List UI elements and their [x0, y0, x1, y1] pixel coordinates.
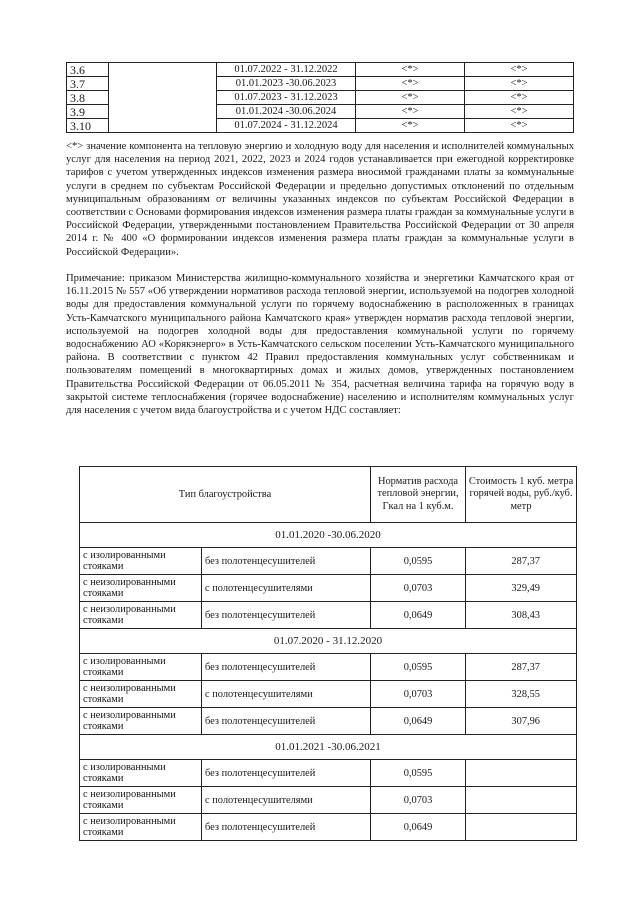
row-number: 3.6	[67, 63, 109, 77]
value-cell: <*>	[465, 77, 574, 91]
merged-empty-cell	[109, 63, 217, 133]
towel-dryer-cell: без полотенцесушителей	[202, 654, 371, 681]
cost-cell: 287,37	[466, 654, 577, 681]
value-cell: <*>	[465, 119, 574, 133]
riser-type-cell: с неизолированными стояками	[80, 575, 202, 602]
row-number: 3.9	[67, 105, 109, 119]
norm-cell: 0,0595	[371, 760, 466, 787]
norm-cell: 0,0595	[371, 654, 466, 681]
value-cell: <*>	[465, 91, 574, 105]
row-number: 3.10	[67, 119, 109, 133]
header-norm: Норматив расхода тепловой энергии, Гкал на 1 куб.м.	[371, 467, 466, 523]
period-cell: 01.07.2022 - 31.12.2022	[217, 63, 356, 77]
period-row	[80, 523, 577, 548]
note-paragraph: Примечание: приказом Министерства жилищно-коммунального хозяйства и энергетики Камчатского края от 16.11.2015 № 557 «Об утверждении нормативов расхода тепловой энергии, используемой на подогрев холодной воды для предоставления коммунальной услуги по горячему водоснабжению в расположенных в границах Усть-Камчатского муниципального района Камчатского края» утвержден норматив расхода тепловой энергии, используемой на подогрев холодной воды для предоставления коммунальной услуги по горячему водоснабжению АО «Корякэнерго» в Усть-Камчатского сельском поселении Усть-Камчатского муниципального района. В соответствии с пунктом 42 Правил предоставления коммунальных услуг собственникам и пользователям помещений в многоквартирных домах и жилых домов, утвержденных постановлением Правительства Российской Федерации от 06.05.2011 № 354, расчетная величина тарифа на горячую воду в закрытой системе теплоснабжения (горячее водоснабжение) населению и исполнителям коммунальных услуг для населения с учетом вида благоустройства и с учетом НДС составляет:	[66, 273, 574, 417]
towel-dryer-cell: с полотенцесушителями	[202, 575, 371, 602]
riser-type-cell: с неизолированными стояками	[80, 708, 202, 735]
towel-dryer-cell: с полотенцесушителями	[202, 787, 371, 814]
table-row	[80, 575, 577, 602]
towel-dryer-cell: без полотенцесушителей	[202, 548, 371, 575]
cost-cell: 287,37	[466, 548, 577, 575]
towel-dryer-cell: с полотенцесушителями	[202, 681, 371, 708]
cost-cell	[466, 760, 577, 787]
table-row	[80, 814, 577, 841]
value-cell: <*>	[356, 105, 465, 119]
period-cell: 01.01.2023 -30.06.2023	[217, 77, 356, 91]
table-row	[80, 602, 577, 629]
row-number: 3.8	[67, 91, 109, 105]
cost-cell: 328,55	[466, 681, 577, 708]
tariff-period-table	[66, 62, 574, 133]
value-cell: <*>	[356, 63, 465, 77]
norm-cell: 0,0703	[371, 681, 466, 708]
towel-dryer-cell: без полотенцесушителей	[202, 814, 371, 841]
table-row	[80, 787, 577, 814]
norm-cell: 0,0649	[371, 814, 466, 841]
riser-type-cell: с неизолированными стояками	[80, 602, 202, 629]
cost-cell	[466, 814, 577, 841]
value-cell: <*>	[356, 91, 465, 105]
value-cell: <*>	[465, 105, 574, 119]
towel-dryer-cell: без полотенцесушителей	[202, 760, 371, 787]
norm-cell: 0,0703	[371, 575, 466, 602]
header-cost: Стоимость 1 куб. метра горячей воды, руб./куб. метр	[466, 467, 577, 523]
period-cell: 01.01.2024 -30.06.2024	[217, 105, 356, 119]
footnote-paragraph: <*> значение компонента на тепловую энергию и холодную воду для населения и исполнителей коммунальных услуг для населения на период 2021, 2022, 2023 и 2024 годов устанавливается при ежегодной корректировке тарифов с учетом утвержденных индексов изменения размера вносимой гражданами платы за коммунальные услуги в среднем по субъектам Российской Федерации и предельно допустимых отклонений по отдельным муниципальным образованиям от величины указанных индексов по субъектам Российской Федерации в соответствии с Основами формирования индексов изменения размера платы граждан за коммунальные услуги в Российской Федерации, утвержденными постановлением Правительства Российской Федерации от 30 апреля 2014 г. № 400 «О формировании индексов изменения размера платы граждан за коммунальные услуги в Российской Федерации».	[66, 141, 574, 258]
norm-cell: 0,0703	[371, 787, 466, 814]
table-row	[80, 760, 577, 787]
header-row	[80, 467, 577, 523]
row-number: 3.7	[67, 77, 109, 91]
period-label: 01.07.2020 - 31.12.2020	[80, 629, 577, 654]
table-row	[80, 681, 577, 708]
riser-type-cell: с неизолированными стояками	[80, 814, 202, 841]
period-row	[80, 629, 577, 654]
cost-cell	[466, 787, 577, 814]
table-row	[80, 708, 577, 735]
value-cell: <*>	[465, 63, 574, 77]
riser-type-cell: с изолированными стояками	[80, 654, 202, 681]
table-row	[80, 548, 577, 575]
value-cell: <*>	[356, 77, 465, 91]
riser-type-cell: с неизолированными стояками	[80, 681, 202, 708]
norm-cell: 0,0649	[371, 708, 466, 735]
cost-cell: 307,96	[466, 708, 577, 735]
cost-cell: 329,49	[466, 575, 577, 602]
norm-cell: 0,0595	[371, 548, 466, 575]
period-row	[80, 735, 577, 760]
period-cell: 01.07.2023 - 31.12.2023	[217, 91, 356, 105]
table-row	[80, 654, 577, 681]
cost-cell: 308,43	[466, 602, 577, 629]
value-cell: <*>	[356, 119, 465, 133]
towel-dryer-cell: без полотенцесушителей	[202, 708, 371, 735]
period-cell: 01.07.2024 - 31.12.2024	[217, 119, 356, 133]
period-label: 01.01.2020 -30.06.2020	[80, 523, 577, 548]
period-label: 01.01.2021 -30.06.2021	[80, 735, 577, 760]
riser-type-cell: с изолированными стояками	[80, 760, 202, 787]
hot-water-tariff-table	[79, 466, 577, 841]
riser-type-cell: с неизолированными стояками	[80, 787, 202, 814]
riser-type-cell: с изолированными стояками	[80, 548, 202, 575]
norm-cell: 0,0649	[371, 602, 466, 629]
header-type: Тип благоустройства	[80, 467, 371, 523]
table-row	[67, 63, 574, 77]
towel-dryer-cell: без полотенцесушителей	[202, 602, 371, 629]
